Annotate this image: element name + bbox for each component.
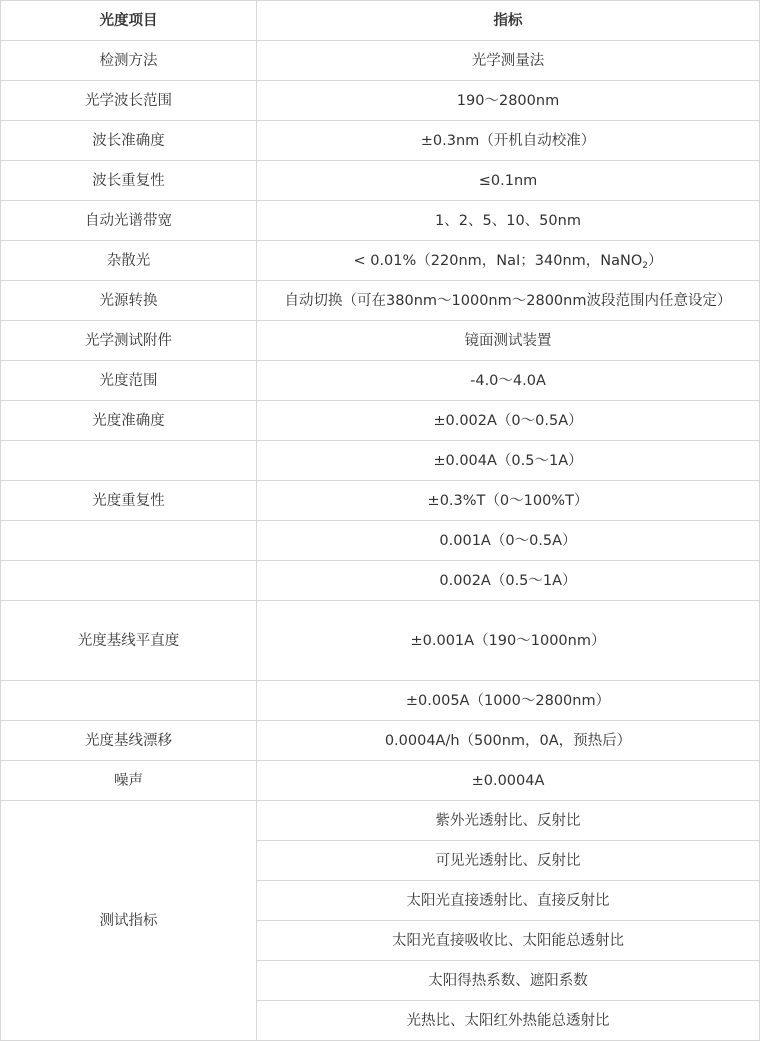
table-row xyxy=(1,521,760,561)
row-value: ≤0.1nm xyxy=(257,161,760,201)
row-value: ±0.001A（190～1000nm） xyxy=(257,601,760,681)
row-item: 光度重复性 xyxy=(1,481,257,521)
table-row xyxy=(1,281,760,321)
table-row xyxy=(1,161,760,201)
table-row xyxy=(1,41,760,81)
stray-light-close: ） xyxy=(648,252,663,269)
table-row xyxy=(1,721,760,761)
row-value: 0.001A（0～0.5A） xyxy=(257,521,760,561)
row-item: 光度基线平直度 xyxy=(1,601,257,681)
table-row xyxy=(1,481,760,521)
row-value: ±0.002A（0～0.5A） xyxy=(257,401,760,441)
table-row xyxy=(1,321,760,361)
table-row xyxy=(1,361,760,401)
row-item xyxy=(1,521,257,561)
subscript-2: 2 xyxy=(642,260,649,271)
row-item xyxy=(1,561,257,601)
row-item: 光度基线漂移 xyxy=(1,721,257,761)
row-value: 0.002A（0.5～1A） xyxy=(257,561,760,601)
table-row xyxy=(1,121,760,161)
row-value: ±0.004A（0.5～1A） xyxy=(257,441,760,481)
table-row xyxy=(1,761,760,801)
row-value xyxy=(257,241,760,281)
row-item: 自动光谱带宽 xyxy=(1,201,257,241)
row-item: 光学测试附件 xyxy=(1,321,257,361)
row-value: 1、2、5、10、50nm xyxy=(257,201,760,241)
test-group-item: 测试指标 xyxy=(1,801,257,1041)
table-row xyxy=(1,561,760,601)
row-value: ±0.3%T（0～100%T） xyxy=(257,481,760,521)
row-item: 杂散光 xyxy=(1,241,257,281)
header-row xyxy=(1,1,760,41)
row-value: ±0.0004A xyxy=(257,761,760,801)
stray-light-value: < 0.01%（220nm，NaI；340nm，NaNO xyxy=(353,252,643,269)
row-value: 190～2800nm xyxy=(257,81,760,121)
row-item: 波长重复性 xyxy=(1,161,257,201)
row-item: 光源转换 xyxy=(1,281,257,321)
row-value: -4.0～4.0A xyxy=(257,361,760,401)
header-value: 指标 xyxy=(257,1,760,41)
table-row xyxy=(1,201,760,241)
test-group-value: 紫外光透射比、反射比 xyxy=(257,801,760,841)
row-item: 检测方法 xyxy=(1,41,257,81)
test-group-value: 太阳光直接透射比、直接反射比 xyxy=(257,881,760,921)
row-item: 光学波长范围 xyxy=(1,81,257,121)
row-item: 波长准确度 xyxy=(1,121,257,161)
row-value: 光学测量法 xyxy=(257,41,760,81)
test-group-value: 太阳光直接吸收比、太阳能总透射比 xyxy=(257,921,760,961)
row-item xyxy=(1,681,257,721)
test-group-value: 光热比、太阳红外热能总透射比 xyxy=(257,1001,760,1041)
row-item: 光度范围 xyxy=(1,361,257,401)
row-value: 自动切换（可在380nm～1000nm～2800nm波段范围内任意设定） xyxy=(257,281,760,321)
table-row xyxy=(1,441,760,481)
row-item: 光度准确度 xyxy=(1,401,257,441)
row-item xyxy=(1,441,257,481)
test-group-value: 可见光透射比、反射比 xyxy=(257,841,760,881)
table-row xyxy=(1,681,760,721)
table-row xyxy=(1,81,760,121)
row-item: 噪声 xyxy=(1,761,257,801)
header-item: 光度项目 xyxy=(1,1,257,41)
table-row xyxy=(1,241,760,281)
table-row xyxy=(1,401,760,441)
row-value: ±0.3nm（开机自动校准） xyxy=(257,121,760,161)
table-row xyxy=(1,601,760,681)
row-value: 镜面测试装置 xyxy=(257,321,760,361)
table-row xyxy=(1,801,760,841)
row-value: 0.0004A/h（500nm，0A，预热后） xyxy=(257,721,760,761)
row-value: ±0.005A（1000～2800nm） xyxy=(257,681,760,721)
test-group-value: 太阳得热系数、遮阳系数 xyxy=(257,961,760,1001)
